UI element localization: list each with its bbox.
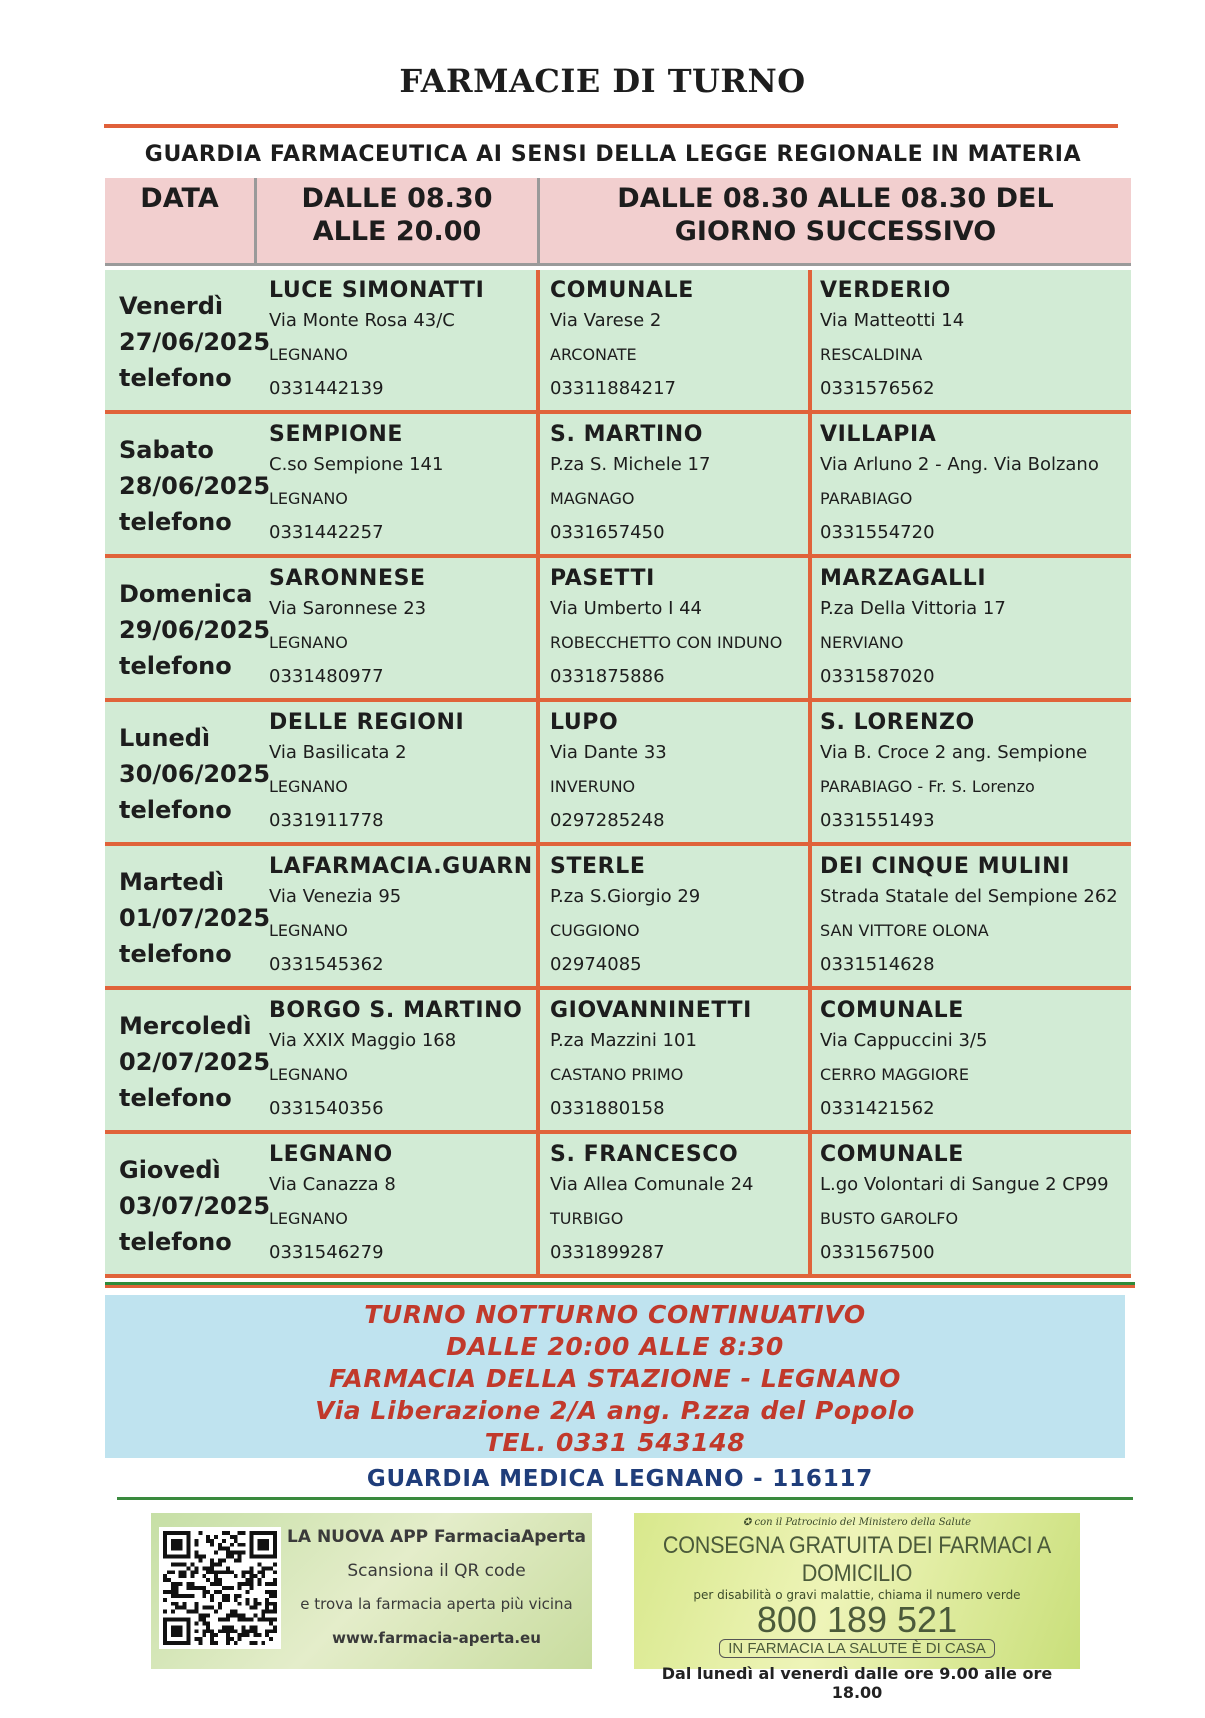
pharmacy-phone[interactable]: 0331514628 [820, 954, 935, 975]
pharmacy-city: TURBIGO [550, 1209, 624, 1228]
pharmacy-city: PARABIAGO - Fr. S. Lorenzo [820, 777, 1035, 796]
header-day-line2: ALLE 20.00 [312, 216, 482, 247]
pharmacy-address: P.za S. Michele 17 [550, 454, 711, 475]
qr-code-icon[interactable] [159, 1527, 281, 1649]
slogan-badge: IN FARMACIA LA SALUTE È DI CASA [719, 1639, 995, 1658]
row-tel-label: telefono [119, 508, 232, 536]
pharmacy-phone[interactable]: 0331587020 [820, 666, 935, 687]
pharmacy-cell [257, 846, 540, 986]
pharmacy-address: Via Arluno 2 - Ang. Via Bolzano [820, 454, 1099, 475]
pharmacy-address: Via Basilicata 2 [269, 742, 407, 763]
pharmacy-address: Via Monte Rosa 43/C [269, 310, 455, 331]
pharmacy-address: Via Allea Comunale 24 [550, 1174, 754, 1195]
pharmacy-phone[interactable]: 0297285248 [550, 810, 665, 831]
pharmacy-address: P.za S.Giorgio 29 [550, 886, 701, 907]
pharmacy-phone[interactable]: 0331421562 [820, 1098, 935, 1119]
pharmacy-name: VILLAPIA [820, 422, 937, 447]
home-delivery-sub: per disabilità o gravi malattie, chiama il numero verde [693, 1588, 1021, 1602]
night-shift-box [105, 1295, 1125, 1458]
pharmacy-phone[interactable]: 0331442139 [269, 378, 384, 399]
pharmacy-address: L.go Volontari di Sangue 2 CP99 [820, 1174, 1109, 1195]
row-date-cell [105, 270, 271, 410]
pharmacy-address: Via Varese 2 [550, 310, 662, 331]
header-date: DATA [105, 178, 257, 263]
pharmacy-name: STERLE [550, 854, 646, 879]
pharmacy-address: P.za Mazzini 101 [550, 1030, 697, 1051]
pharmacy-cell [540, 270, 812, 410]
pharmacy-cell [812, 846, 1131, 986]
patronage-text [634, 1517, 1080, 1528]
pharmacy-address: Strada Statale del Sempione 262 [820, 886, 1118, 907]
title-divider [104, 124, 1118, 128]
app-scan-text: Scansiona il QR code [347, 1561, 526, 1581]
pharmacy-cell [540, 558, 812, 698]
pharmacy-cell [257, 702, 540, 842]
pharmacy-address: Via XXIX Maggio 168 [269, 1030, 457, 1051]
home-delivery-banner [634, 1513, 1080, 1702]
pharmacy-name: MARZAGALLI [820, 566, 987, 591]
pharmacy-city: CERRO MAGGIORE [820, 1065, 969, 1084]
table-bottom-divider [105, 1282, 1135, 1288]
row-weekday: Mercoledì [119, 1012, 252, 1040]
pharmacy-address: Via B. Croce 2 ang. Sempione [820, 742, 1088, 763]
pharmacy-address: Via Dante 33 [550, 742, 667, 763]
pharmacy-phone[interactable]: 0331880158 [550, 1098, 665, 1119]
pharmacy-phone[interactable]: 0331657450 [550, 522, 665, 543]
pharmacy-cell [812, 702, 1131, 842]
row-tel-label: telefono [119, 364, 232, 392]
pharmacy-cell [812, 990, 1131, 1130]
row-weekday: Sabato [119, 436, 214, 464]
pharmacy-city: CUGGIONO [550, 921, 640, 940]
night-line2: DALLE 20:00 ALLE 8:30 [446, 1332, 784, 1361]
pharmacy-address: Via Cappuccini 3/5 [820, 1030, 988, 1051]
night-line5: TEL. 0331 543148 [484, 1428, 746, 1457]
table-header [105, 178, 1131, 266]
pharmacy-city: ROBECCHETTO CON INDUNO [550, 633, 783, 652]
pharmacy-phone[interactable]: 0331554720 [820, 522, 935, 543]
pharmacy-cell [540, 990, 812, 1130]
pharmacy-cell [540, 702, 812, 842]
row-date-cell [105, 846, 271, 986]
row-date: 03/07/2025 [119, 1192, 271, 1220]
table-row [105, 846, 1131, 990]
footer-divider [117, 1497, 1133, 1500]
pharmacy-city: SAN VITTORE OLONA [820, 921, 989, 940]
pharmacy-cell [540, 846, 812, 986]
table-row [105, 414, 1131, 558]
pharmacy-name: COMUNALE [820, 998, 964, 1023]
home-delivery-title: CONSEGNA GRATUITA DEI FARMACI A DOMICILIO [662, 1532, 1052, 1587]
pharmacy-address: Via Umberto I 44 [550, 598, 703, 619]
pharmacy-cell [257, 990, 540, 1130]
pharmacy-name: PASETTI [550, 566, 655, 591]
pharmacy-city: LEGNANO [269, 489, 348, 508]
app-banner [151, 1513, 592, 1669]
pharmacy-name: S. MARTINO [550, 422, 704, 447]
pharmacy-address: Via Canazza 8 [269, 1174, 396, 1195]
pharmacy-name: VERDERIO [820, 278, 951, 303]
patronage-label: con il Patrocinio del Ministero della Salute [754, 1517, 972, 1528]
pharmacy-name: SARONNESE [269, 566, 426, 591]
row-date-cell [105, 990, 271, 1130]
pharmacy-cell [257, 270, 540, 410]
pharmacy-phone[interactable]: 0331545362 [269, 954, 384, 975]
app-website-link[interactable]: www.farmacia-aperta.eu [332, 1629, 541, 1647]
pharmacy-cell [257, 1134, 540, 1274]
pharmacy-phone[interactable]: 0331546279 [269, 1242, 384, 1263]
pharmacy-city: LEGNANO [269, 1065, 348, 1084]
pharmacy-name: DEI CINQUE MULINI [820, 854, 1070, 879]
row-tel-label: telefono [119, 652, 232, 680]
pharmacy-phone[interactable]: 03311884217 [550, 378, 676, 399]
pharmacy-name: BORGO S. MARTINO [269, 998, 523, 1023]
pharmacy-name: COMUNALE [820, 1142, 964, 1167]
pharmacy-address: Via Matteotti 14 [820, 310, 965, 331]
row-date-cell [105, 558, 271, 698]
row-date-cell [105, 1134, 271, 1274]
pharmacy-address: Via Saronnese 23 [269, 598, 427, 619]
pharmacy-city: INVERUNO [550, 777, 636, 796]
pharmacy-phone[interactable]: 0331911778 [269, 810, 384, 831]
pharmacy-city: LEGNANO [269, 921, 348, 940]
row-date-cell [105, 414, 271, 554]
pharmacy-name: GIOVANNINETTI [550, 998, 752, 1023]
row-weekday: Giovedì [119, 1156, 221, 1184]
row-date: 27/06/2025 [119, 328, 271, 356]
pharmacy-cell [812, 414, 1131, 554]
row-tel-label: telefono [119, 796, 232, 824]
night-line3: FARMACIA DELLA STAZIONE - LEGNANO [328, 1364, 902, 1393]
pharmacy-name: SEMPIONE [269, 422, 404, 447]
pharmacy-city: ARCONATE [550, 345, 637, 364]
header-day-shift [257, 178, 540, 263]
schedule-table [105, 178, 1131, 1278]
pharmacy-city: RESCALDINA [820, 345, 923, 364]
guardia-medica: GUARDIA MEDICA LEGNANO - 116117 [366, 1466, 874, 1492]
pharmacy-cell [540, 414, 812, 554]
pharmacy-cell [540, 1134, 812, 1274]
pharmacy-phone[interactable]: 0331899287 [550, 1242, 665, 1263]
pharmacy-phone[interactable]: 0331567500 [820, 1242, 935, 1263]
night-line1: TURNO NOTTURNO CONTINUATIVO [364, 1300, 866, 1329]
table-row [105, 558, 1131, 702]
row-date: 28/06/2025 [119, 472, 271, 500]
pharmacy-city: LEGNANO [269, 1209, 348, 1228]
row-date: 29/06/2025 [119, 616, 271, 644]
app-title: LA NUOVA APP FarmaciaAperta [287, 1527, 586, 1547]
pharmacy-phone[interactable]: 0331875886 [550, 666, 665, 687]
row-date: 01/07/2025 [119, 904, 271, 932]
pharmacy-city: NERVIANO [820, 633, 904, 652]
pharmacy-name: DELLE REGIONI [269, 710, 465, 735]
row-weekday: Lunedì [119, 724, 211, 752]
app-find-text: e trova la farmacia aperta più vicina [300, 1595, 573, 1613]
pharmacy-name: S. FRANCESCO [550, 1142, 739, 1167]
pharmacy-phone[interactable]: 0331442257 [269, 522, 384, 543]
ministry-emblem-icon: ✪ [742, 1517, 752, 1528]
pharmacy-name: S. LORENZO [820, 710, 975, 735]
pharmacy-phone[interactable]: 0331551493 [820, 810, 935, 831]
pharmacy-cell [257, 414, 540, 554]
table-row [105, 990, 1131, 1134]
pharmacy-cell [812, 1134, 1131, 1274]
row-weekday: Martedì [119, 868, 225, 896]
pharmacy-city: PARABIAGO [820, 489, 913, 508]
subtitle: GUARDIA FARMACEUTICA AI SENSI DELLA LEGGE REGIONALE IN MATERIA [144, 142, 1082, 167]
header-full-line2: GIORNO SUCCESSIVO [674, 216, 997, 247]
table-body [105, 270, 1131, 1278]
page-title: FARMACIE DI TURNO [399, 62, 806, 100]
pharmacy-name: LAFARMACIA.GUARN [269, 854, 533, 879]
pharmacy-cell [257, 558, 540, 698]
pharmacy-phone[interactable]: 0331480977 [269, 666, 384, 687]
pharmacy-city: MAGNAGO [550, 489, 635, 508]
pharmacy-city: CASTANO PRIMO [550, 1065, 684, 1084]
pharmacy-address: P.za Della Vittoria 17 [820, 598, 1006, 619]
row-tel-label: telefono [119, 1228, 232, 1256]
row-weekday: Domenica [119, 580, 253, 608]
toll-free-number[interactable]: 800 189 521 [756, 1599, 958, 1640]
row-tel-label: telefono [119, 1084, 232, 1112]
table-row [105, 270, 1131, 414]
header-full-shift [540, 178, 1131, 263]
service-hours: Dal lunedì al venerdì dalle ore 9.00 alle ore 18.00 [661, 1664, 1053, 1702]
row-date-cell [105, 702, 271, 842]
pharmacy-cell [812, 270, 1131, 410]
pharmacy-city: LEGNANO [269, 345, 348, 364]
pharmacy-cell [812, 558, 1131, 698]
pharmacy-phone[interactable]: 0331576562 [820, 378, 935, 399]
header-day-line1: DALLE 08.30 [301, 183, 493, 214]
table-row [105, 702, 1131, 846]
header-full-line1: DALLE 08.30 ALLE 08.30 DEL [617, 183, 1054, 214]
row-date: 02/07/2025 [119, 1048, 271, 1076]
pharmacy-name: LUPO [550, 710, 619, 735]
row-date: 30/06/2025 [119, 760, 271, 788]
pharmacy-city: LEGNANO [269, 633, 348, 652]
pharmacy-name: COMUNALE [550, 278, 694, 303]
table-row [105, 1134, 1131, 1278]
pharmacy-city: BUSTO GAROLFO [820, 1209, 959, 1228]
pharmacy-name: LUCE SIMONATTI [269, 278, 485, 303]
pharmacy-address: Via Venezia 95 [269, 886, 402, 907]
pharmacy-phone[interactable]: 02974085 [550, 954, 642, 975]
pharmacy-phone[interactable]: 0331540356 [269, 1098, 384, 1119]
pharmacy-name: LEGNANO [269, 1142, 393, 1167]
row-tel-label: telefono [119, 940, 232, 968]
night-line4: Via Liberazione 2/A ang. P.zza del Popolo [315, 1396, 915, 1425]
pharmacy-city: LEGNANO [269, 777, 348, 796]
row-weekday: Venerdì [119, 292, 224, 320]
pharmacy-address: C.so Sempione 141 [269, 454, 444, 475]
